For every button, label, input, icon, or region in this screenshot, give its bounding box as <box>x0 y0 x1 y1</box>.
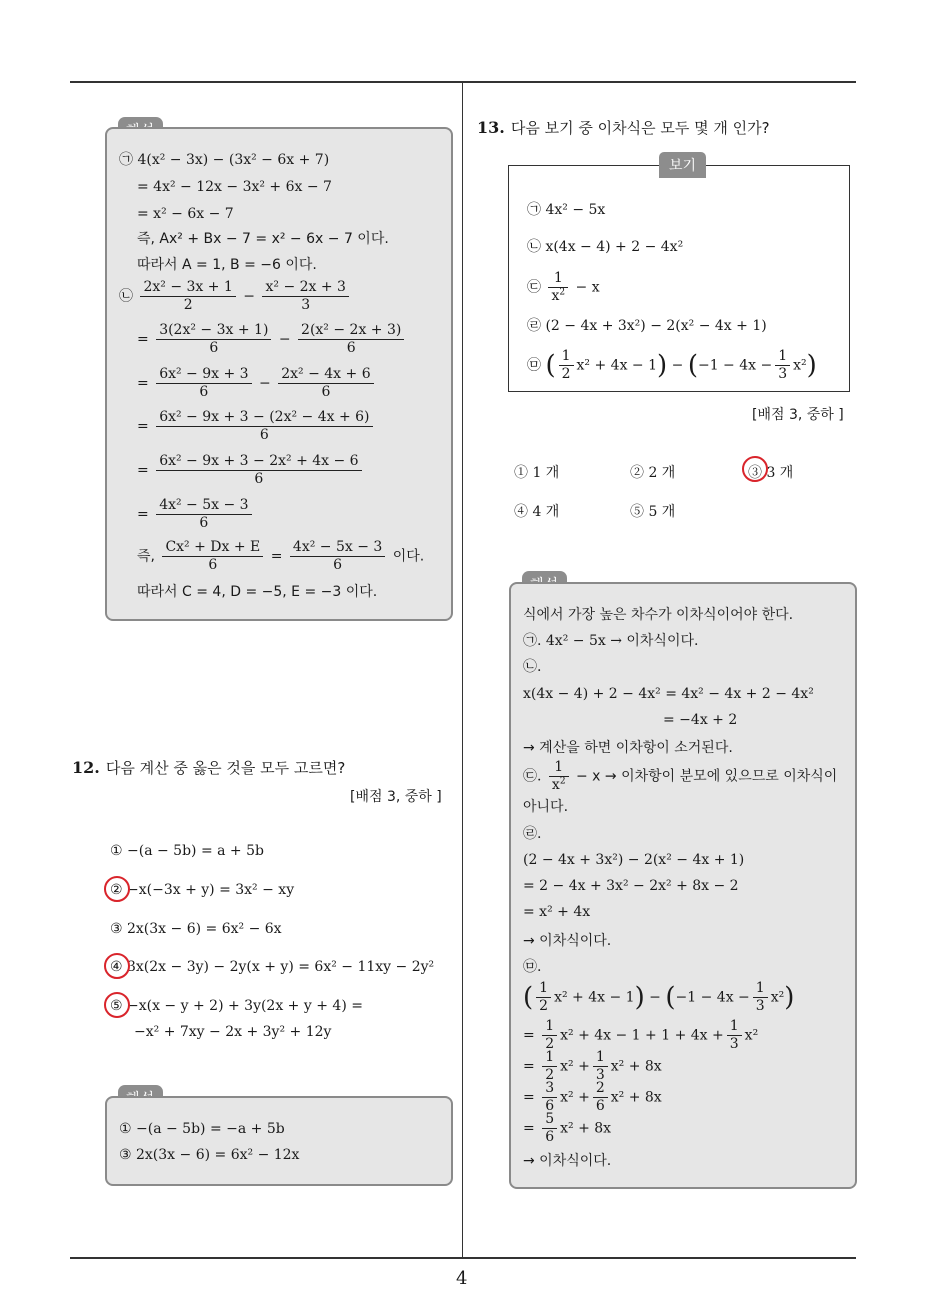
answer-circle-mark <box>104 876 130 902</box>
numerator: 2x² − 4x + 6 <box>278 366 373 384</box>
sol-fraction-line: = $\frac{\text{3(2x² − 3x + 1)}}{6}$ − $\frac{\text{2(x² − 2x + 3)}}{6}$ <box>137 322 407 357</box>
sol-fraction-line: = $\frac{\text{4x² − 5x − 3}}{6}$ <box>137 497 255 532</box>
numerator: 6x² − 9x + 3 − 2x² + 4x − 6 <box>156 453 361 471</box>
sol-line: ㉣. <box>523 826 542 842</box>
answer-circle-mark <box>742 456 768 482</box>
sol-text: 이다. <box>392 548 425 565</box>
sol-fraction-line <box>523 1111 611 1146</box>
fraction: $\frac{1}{2}$ <box>536 980 551 1015</box>
bogi-tag: 보기 <box>659 152 706 178</box>
sol-line: x(4x − 4) + 2 − 4x² = 4x² − 4x + 2 − 4x² <box>523 686 814 702</box>
sol-fraction-line: = $\frac{\text{6x² − 9x + 3}}{6}$ − $\frac{\text{2x² − 4x + 6}}{6}$ <box>137 366 377 401</box>
sol-line: ① −(a − 5b) = −a + 5b <box>119 1121 285 1137</box>
fraction: $\frac{1}{x^2}$ <box>549 759 569 794</box>
fraction: $\frac{1}{3}$ <box>753 980 768 1015</box>
bogi-item <box>527 270 600 305</box>
sol-text: 즉, <box>137 548 155 565</box>
denominator: 3 <box>301 297 311 313</box>
numerator: 4x² − 5x − 3 <box>156 497 251 515</box>
fraction <box>162 539 263 574</box>
fraction <box>156 409 372 444</box>
fraction: $\frac{2}{6}$ <box>593 1080 608 1115</box>
sol-line: 따라서 C = 4, D = −5, E = −3 이다. <box>137 584 378 600</box>
sol-line: ㉡. <box>523 659 542 675</box>
denominator: 6 <box>199 384 209 400</box>
q13-choice-1[interactable]: ① 1 개 <box>514 465 560 481</box>
sol-fraction-line: 즉, $\frac{\text{Cx² + Dx + E}}{6}$ = $\frac{\text{4x² − 5x − 3}}{6}$ 이다. <box>137 539 425 573</box>
denominator: 6 <box>209 340 219 356</box>
denominator: 6 <box>208 557 218 573</box>
sol-line: 식에서 가장 높은 차수가 이차식이어야 한다. <box>523 607 794 623</box>
fraction <box>156 322 271 357</box>
fraction <box>290 539 385 574</box>
sol-line: = x² + 4x <box>523 904 591 920</box>
sol-text: − x → 이차항이 분모에 있으므로 이차식이 <box>576 768 838 785</box>
question-text: 다음 보기 중 이차식은 모두 몇 개 인가? <box>510 119 770 137</box>
fraction: $\frac{1}{2}$ <box>559 348 574 383</box>
denominator: 2 <box>183 297 193 313</box>
answer-circle-mark <box>104 953 130 979</box>
sol-text: x² + 4x − 1 + 1 + 4x + <box>560 1027 724 1044</box>
column-divider <box>462 82 463 1258</box>
q12-title <box>72 757 345 778</box>
fraction <box>140 279 235 314</box>
sol-text: x² <box>770 989 785 1006</box>
q12-choice-5[interactable]: ⑤ −x(x − y + 2) + 3y(2x + y + 4) = <box>110 998 363 1014</box>
q12-solution-box <box>105 1096 453 1186</box>
sol-line: → 이차식이다. <box>523 1153 612 1169</box>
sol-line: = 4x² − 12x − 3x² + 6x − 7 <box>137 179 332 195</box>
bogi-label: ㉢ <box>527 279 541 296</box>
fraction: $\frac{1}{2}$ <box>542 1049 557 1084</box>
numerator: 4x² − 5x − 3 <box>290 539 385 557</box>
q12-choice-2[interactable]: ② −x(−3x + y) = 3x² − xy <box>110 882 295 898</box>
bogi-text: x² + 4x − 1 <box>576 357 658 374</box>
sol-line: ③ 2x(3x − 6) = 6x² − 12x <box>119 1147 300 1163</box>
fraction: $\frac{1}{3}$ <box>775 348 790 383</box>
sol-fraction-line: = $\frac{\text{6x² − 9x + 3 − 2x² + 4x − 6}}{6}$ <box>137 453 365 488</box>
sol-line: = 2 − 4x + 3x² − 2x² + 8x − 2 <box>523 878 739 894</box>
sol-label: ㉡ <box>119 288 133 305</box>
denominator: 6 <box>254 471 264 487</box>
sol-text: x² + <box>560 1089 590 1106</box>
question-number: 12. <box>72 758 100 777</box>
sol-text: = <box>523 1058 535 1075</box>
fraction <box>298 322 404 357</box>
bogi-item: ㉤ ( $\frac{1}{2}$ x² + 4x − 1) − (−1 − 4x − $\frac{1}{3}$ x²) <box>527 348 817 382</box>
sol-fraction-line: ㉡ $\frac{\text{2x² − 3x + 1}}{2}$ − $\frac{\text{x² − 2x + 3}}{3}$ <box>119 279 352 314</box>
fraction: $\frac{1}{2}$ <box>542 1018 557 1053</box>
bogi-box <box>508 165 850 392</box>
sol-line: = −4x + 2 <box>663 712 738 728</box>
sol-fraction-line <box>523 1018 758 1053</box>
denominator: 6 <box>333 557 343 573</box>
sol-fraction-line <box>523 759 837 794</box>
numerator: Cx² + Dx + E <box>162 539 263 557</box>
q13-solution-box <box>509 582 857 1189</box>
sol-text: x² + <box>560 1058 590 1075</box>
sol-line: ㉠. 4x² − 5x → 이차식이다. <box>523 633 699 649</box>
sol-line: → 계산을 하면 이차항이 소거된다. <box>523 740 733 756</box>
sol-line: ㉤. <box>523 959 542 975</box>
question-text: 다음 계산 중 옳은 것을 모두 고르면? <box>105 759 346 777</box>
sol-text: = <box>523 1120 535 1137</box>
numerator: 6x² − 9x + 3 − (2x² − 4x + 6) <box>156 409 372 427</box>
fraction: $\frac{1}{3}$ <box>727 1018 742 1053</box>
sol-text: x² <box>744 1027 759 1044</box>
bogi-item: ㉡ x(4x − 4) + 2 − 4x² <box>527 239 684 255</box>
sol-fraction-line: = $\frac{\text{6x² − 9x + 3 − (2x² − 4x + 6)}}{6}$ <box>137 409 376 444</box>
answer-circle-mark <box>104 992 130 1018</box>
bogi-label: ㉤ <box>527 357 541 374</box>
sol-text: = <box>523 1027 535 1044</box>
denominator: 6 <box>321 384 331 400</box>
page-number: 4 <box>456 1268 468 1289</box>
denominator: 6 <box>199 515 209 531</box>
sol-text: x² + 8x <box>560 1120 612 1137</box>
q11-solution-box <box>105 127 453 621</box>
q13-choice-5[interactable]: ⑤ 5 개 <box>630 504 676 520</box>
sol-text: −1 − 4x − <box>675 989 750 1006</box>
q13-choice-2[interactable]: ② 2 개 <box>630 465 676 481</box>
sol-label: ㉢. <box>523 768 542 785</box>
q12-choice-5-cont: −x² + 7xy − 2x + 3y² + 12y <box>134 1024 332 1040</box>
fraction <box>156 453 361 488</box>
sol-fraction-line: ( $\frac{1}{2}$ x² + 4x − 1) − (−1 − 4x − $\frac{1}{3}$ x²) <box>523 980 795 1014</box>
sol-fraction-line <box>523 1049 662 1084</box>
sol-line: (2 − 4x + 3x²) − 2(x² − 4x + 1) <box>523 852 745 868</box>
bogi-item: ㉠ 4x² − 5x <box>527 202 606 218</box>
q13-choice-4[interactable]: ④ 4 개 <box>514 504 560 520</box>
fraction <box>156 497 251 532</box>
sol-line: = x² − 6x − 7 <box>137 206 234 222</box>
sol-line: 아니다. <box>523 799 569 815</box>
q12-choice-3[interactable]: ③ 2x(3x − 6) = 6x² − 6x <box>110 921 282 937</box>
q13-choice-3[interactable]: ③ 3 개 <box>748 465 794 481</box>
denominator: 6 <box>346 340 356 356</box>
fraction <box>262 279 348 314</box>
sol-line: → 이차식이다. <box>523 933 612 949</box>
sol-text: x² + 8x <box>610 1058 662 1075</box>
q12-choice-4[interactable]: ④ 3x(2x − 3y) − 2y(x + y) = 6x² − 11xy − 2y² <box>110 959 435 975</box>
fraction <box>278 366 373 401</box>
q13-title <box>477 117 770 138</box>
bogi-text: −1 − 4x − <box>697 357 773 374</box>
sol-line: 따라서 A = 1, B = −6 이다. <box>137 257 317 273</box>
sol-line: ㉠ 4(x² − 3x) − (3x² − 6x + 7) <box>119 152 330 168</box>
sol-line: 즉, Ax² + Bx − 7 = x² − 6x − 7 이다. <box>137 231 389 247</box>
sol-text: = <box>523 1089 535 1106</box>
numerator: 2(x² − 2x + 3) <box>298 322 404 340</box>
q12-score: [배점 3, 중하 ] <box>350 789 442 805</box>
numerator: 6x² − 9x + 3 <box>156 366 251 384</box>
q13-score: [배점 3, 중하 ] <box>752 407 844 423</box>
question-number: 13. <box>477 118 505 137</box>
numerator: 2x² − 3x + 1 <box>140 279 235 297</box>
sol-text: x² + 4x − 1 <box>554 989 635 1006</box>
fraction: $\frac{3}{6}$ <box>542 1080 557 1115</box>
sol-fraction-line <box>523 1080 662 1115</box>
bogi-text: − x <box>575 279 600 296</box>
fraction: $\frac{1}{3}$ <box>593 1049 608 1084</box>
numerator: x² − 2x + 3 <box>262 279 348 297</box>
fraction: $\frac{1}{x^2}$ <box>548 270 568 305</box>
numerator: 3(2x² − 3x + 1) <box>156 322 271 340</box>
q12-choice-1[interactable]: ① −(a − 5b) = a + 5b <box>110 843 264 859</box>
sol-text: x² + 8x <box>610 1089 662 1106</box>
fraction <box>156 366 251 401</box>
bogi-text: x² <box>793 357 807 374</box>
fraction: $\frac{5}{6}$ <box>542 1111 557 1146</box>
denominator: 6 <box>259 427 269 443</box>
bogi-item: ㉣ (2 − 4x + 3x²) − 2(x² − 4x + 1) <box>527 318 767 334</box>
